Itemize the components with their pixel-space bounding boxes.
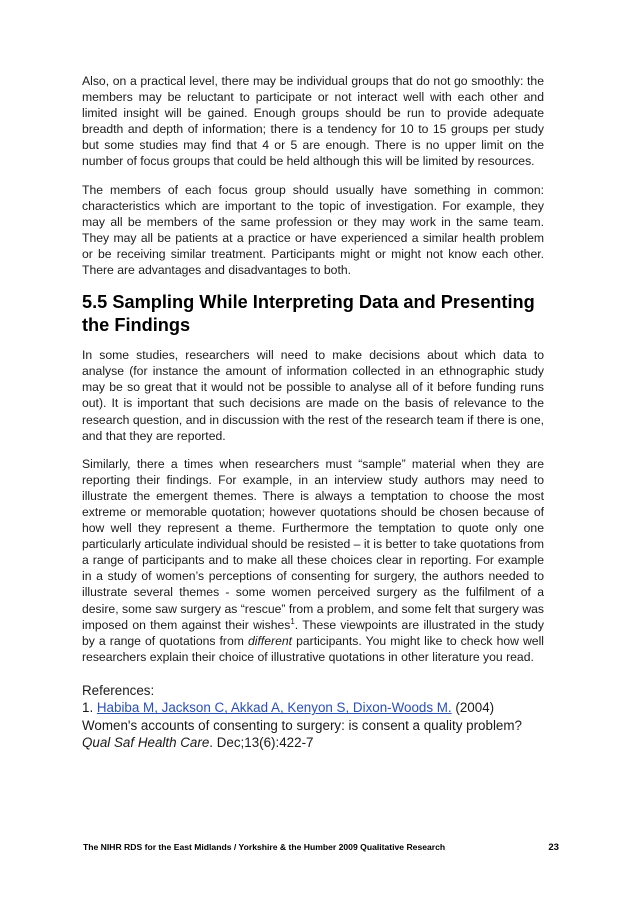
paragraph-text-part1: Similarly, there a times when researchers must “sample” material when they are reporting their findings. For example, in an interview study authors may need to illustrate the emergent themes. There is always a temptation to choose the most extreme or memorable quotation; however quotations should be chosen because of how well they represent a theme. Furthermore the temptation to quote only one particularly articulate individual should be resisted – it is better to take quotations from a range of participants and to make all these choices clear in reporting. For example in a study of women’s perceptions of consenting for surgery, the authors needed to illustrate several themes - some women perceived surgery as the fulfilment of a desire, some saw surgery as “rescue” from a problem, and some felt that surgery was imposed on them against their wishes	[82, 456, 545, 632]
references-section	[82, 682, 544, 752]
reference-citation-line	[82, 734, 544, 751]
paragraph-group-members: The members of each focus group should usually have something in common: characteristics which are important to the topic of investigation. For example, they may all be members of the same profession or they may work in the same team. They may all be patients at a practice or have experienced a similar health problem or be receiving similar treatment. Participants might or might not know each other. There are advantages and disadvantages to both.	[82, 182, 544, 278]
paragraph-group-issues: Also, on a practical level, there may be individual groups that do not go smoothly: the members may be reluctant to participate or not interact well with each other and limited insight will be gained. Enough groups should be run to provide adequate breadth and depth of information; there is a tendency for 10 to 15 groups per study but some studies may find that 4 or 5 are enough. There is no upper limit on the number of focus groups that could be held although this will be limited by resources.	[82, 74, 544, 169]
reference-year: (2004)	[451, 700, 495, 716]
reference-line-1	[82, 699, 544, 716]
reference-citation: . Dec;13(6):422-7	[209, 735, 314, 751]
section-heading: 5.5 Sampling While Interpreting Data and Presenting the Findings	[82, 292, 535, 335]
footer-text: The NIHR RDS for the East Midlands / Yorkshire & the Humber 2009 Qualitative Research	[83, 842, 446, 852]
emphasis-text: different	[247, 633, 293, 648]
paragraph-sampling-data: In some studies, researchers will need to make decisions about which data to analyse (for instance the amount of information collected in an ethnographic study may be so great that it would not be possible to analyse all of it before funding runs out). It is important that such decisions are made on the basis of relevance to the research question, and in discussion with the rest of the research team if there is one, and that they are reported.	[82, 348, 544, 443]
reference-title: Women's accounts of consenting to surgery: is consent a quality problem?	[82, 717, 522, 733]
paragraph-text-part2: . These viewpoints are illustrated in the study by a range of quotations from	[82, 617, 544, 648]
paragraph-text-part3: participants. You might like to check how well researchers explain their choice of illustrative quotations in other literature you read.	[82, 633, 544, 664]
references-heading: References:	[82, 682, 155, 698]
reference-number: 1.	[82, 700, 97, 716]
paragraph-reporting-findings	[82, 456, 544, 665]
footnote-ref[interactable]: 1	[290, 616, 295, 626]
page-content	[82, 73, 544, 752]
reference-authors-link[interactable]: Habiba M, Jackson C, Akkad A, Kenyon S, Dixon-Woods M.	[96, 700, 452, 716]
page-number: 23	[548, 842, 559, 853]
reference-journal: Qual Saf Health Care	[82, 735, 210, 751]
